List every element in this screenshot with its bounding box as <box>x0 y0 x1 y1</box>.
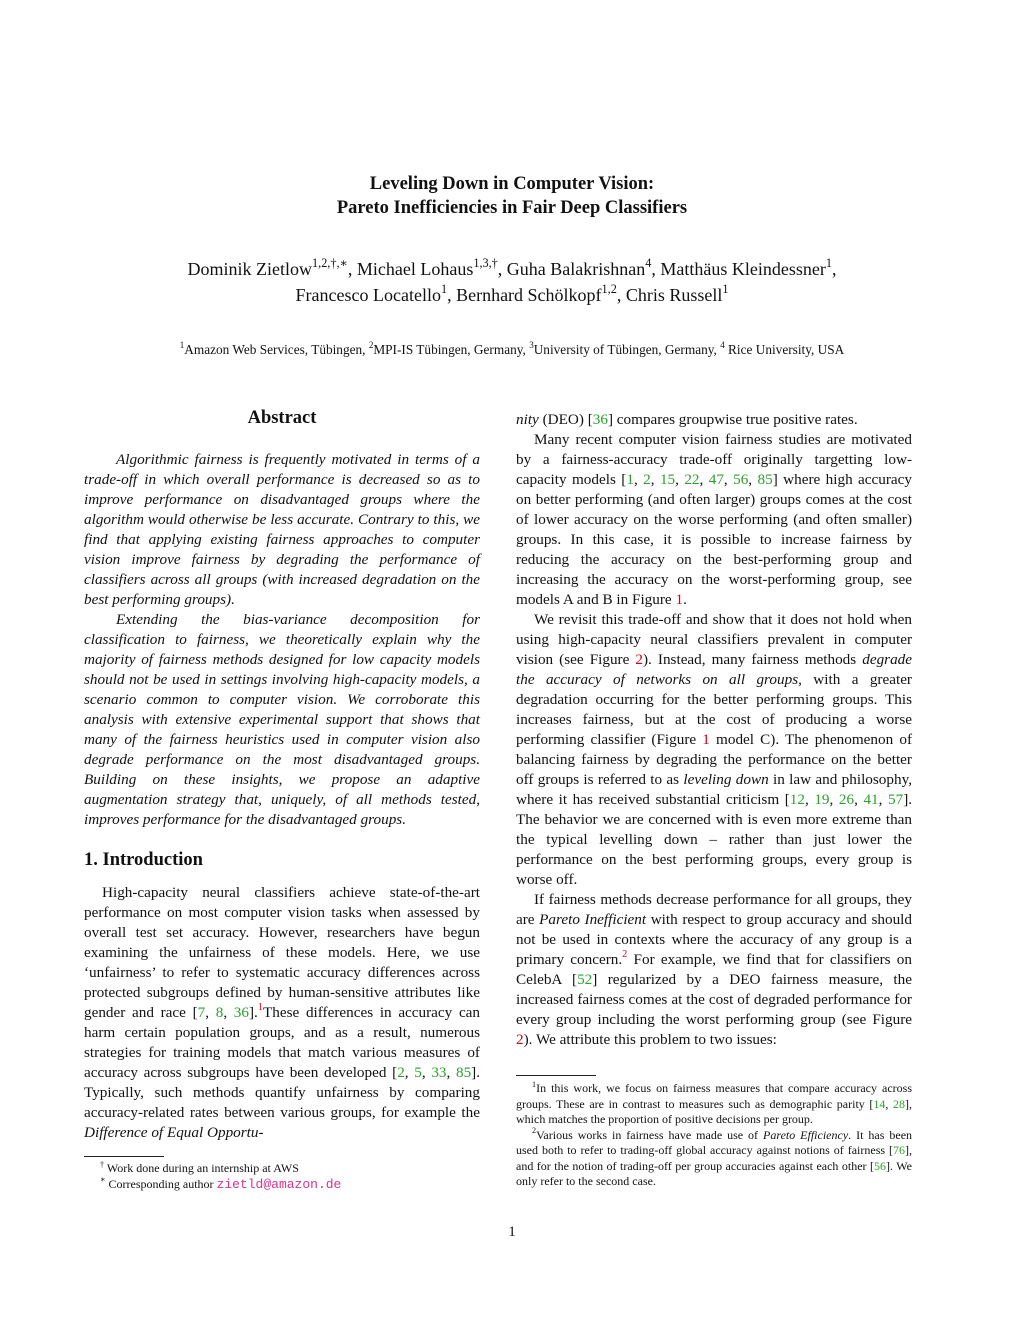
intro-paragraph: High-capacity neural classifiers achieve state-of-the-art performance on most computer vision tasks when assessed by overall test set accuracy. However, researchers have begun examining the unfairness of these models. Here, we use ‘unfairness’ to refer to systematic accuracy differences across protected subgroups defined by human-sensitive attributes like gender and race [7, 8, 36].$^1$These differences in accuracy can harm certain population groups, and as a result, numerous strategies for training models that match various measures of accuracy across subgroups have been developed [2, 5, 33, 85]. Typically, such methods quantify unfairness by comparing accuracy-related rates between various groups, for example the Difference of Equal Opportu- <box>84 884 481 1141</box>
citation-link[interactable]: 12 <box>789 791 805 808</box>
abstract-paragraph: Algorithmic fairness is frequently motivated in terms of a trade-off in which overall performance is decreased so as to improve performance on disadvantaged groups where the algorithm would otherwise be less accurate. Contrary to this, we find that applying existing fairness approaches to computer vision improve fairness by degrading the performance of classifiers across all groups (with increased degradation on the best performing groups). <box>84 451 480 608</box>
section-heading-introduction: 1. Introduction <box>84 850 203 870</box>
citation-link[interactable]: 36 <box>592 411 608 428</box>
author-affil-mark: 1 <box>825 256 832 271</box>
footnote: ∗ Corresponding author zietld@amazon.de <box>100 1175 342 1192</box>
abstract-body <box>84 450 480 830</box>
author-name: Francesco Locatello <box>295 285 441 305</box>
footnote: $^2$Various works in fairness have made use of Pareto Efficiency. It has been used both to refer to trading-off global accuracy against notions of fairness [76], and for the notion of trading-off per group accuracies against each other [56]. We only refer to the second case. <box>516 1126 913 1188</box>
author-name: Chris Russell <box>625 285 723 305</box>
title-line-2: Pareto Inefficiencies in Fair Deep Classifiers <box>336 198 688 218</box>
author-name: Dominik Zietlow <box>187 259 313 279</box>
page-number: 1 <box>508 1224 516 1240</box>
footnote: † Work done during an internship at AWS <box>100 1159 299 1175</box>
footnote-rule <box>84 1156 164 1157</box>
email-link[interactable]: zietld@amazon.de <box>216 1176 342 1192</box>
citation-link[interactable]: 41 <box>863 791 879 808</box>
author-name: Bernhard Schölkopf <box>456 285 602 305</box>
author-name: Matthäus Kleindessner <box>660 259 826 279</box>
citation-link[interactable]: 85 <box>455 1064 472 1081</box>
citation-link[interactable]: 33 <box>431 1064 447 1081</box>
author-list: Dominik Zietlow$^{1,2,\dagger,∗}$, Michael Lohaus$^{1,3,\dagger}$, Guha Balakrishnan$^4$, Matthäus Kleindessner$^1$, Francesco Locatello$^1$, Bernhard Schölkopf$^{1,2}$, Chris Russell$^1$ <box>187 256 837 305</box>
citation-link[interactable]: 36 <box>233 1004 249 1021</box>
footnote: $^1$In this work, we focus on fairness measures that compare accuracy across groups. These are in contrast to measures such as demographic parity [14, 28], which matches the proportion of positive decisions per group. <box>516 1079 912 1126</box>
citation-link[interactable]: 2 <box>643 471 651 488</box>
citation-link[interactable]: 14 <box>873 1096 886 1111</box>
affiliations: $^1$Amazon Web Services, Tübingen, $^2$MPI-IS Tübingen, Germany, $^3$University of Tübingen, Germany, $^4$ Rice University, USA <box>179 340 845 357</box>
footnotes-left <box>84 1161 480 1192</box>
citation-link[interactable]: 76 <box>893 1143 905 1157</box>
figure-link[interactable]: 2 <box>516 1031 524 1048</box>
citation-link[interactable]: 2 <box>397 1064 405 1081</box>
citation-link[interactable]: 8 <box>215 1004 224 1021</box>
author-affil-mark: 1,3,† <box>473 256 498 271</box>
citation-link[interactable]: 19 <box>814 791 830 808</box>
citation-link[interactable]: 22 <box>684 471 700 488</box>
citation-link[interactable]: 52 <box>577 971 593 988</box>
footnote-ref[interactable]: 2 <box>622 949 628 961</box>
footnote-ref[interactable]: 1 <box>257 1002 264 1014</box>
title-line-1: Leveling Down in Computer Vision: <box>369 174 655 194</box>
citation-link[interactable]: 15 <box>659 471 676 488</box>
citation-link[interactable]: 5 <box>414 1064 422 1081</box>
citation-link[interactable]: 7 <box>197 1004 206 1021</box>
citation-link[interactable]: 56 <box>874 1158 887 1173</box>
footnote-rule <box>516 1075 596 1076</box>
intro-paragraph: Many recent computer vision fairness studies are motivated by a fairness-accuracy trade-off originally targetting low-capacity models [1, 2, 15, 22, 47, 56, 85] where high accuracy on better performing (and often larger) groups comes at the cost of lower accuracy on the worse performing (and often smaller) groups. In this case, it is possible to increase fairness by reducing the accuracy on the best-performing group and increasing the accuracy on the worst-performing group, see models A and B in Figure 1. <box>516 431 913 608</box>
intro-paragraph: If fairness methods decrease performance for all groups, they are Pareto Inefficient with respect to group accuracy and should not be used in contexts where the accuracy of any group is a primary concern.$^2$ For example, we find that for classifiers on CelebA [52] regularized by a DEO fairness measure, the increased fairness comes at the cost of degraded performance for every group including the worst performing group (see Figure 2). We attribute this problem to two issues: <box>516 891 912 1048</box>
intro-paragraph: We revisit this trade-off and show that it does not hold when using high-capacity neural classifiers prevalent in computer vision (see Figure 2). Instead, many fairness methods degrade the accuracy of networks on all groups, with a greater degradation occurring for the better performing groups. This increases fairness, but at the cost of producing a worse performing classifier (Figure 1 model C). The phenomenon of balancing fairness by degrading the performance on the better off groups is referred to as leveling down in law and philosophy, where it has received substantial criticism [12, 19, 26, 41, 57]. The behavior we are concerned with is even more extreme than the typical levelling down – rather than just lower the performance on the best performing groups, every group is worse off. <box>516 611 913 888</box>
author-affil-mark: 1 <box>722 282 729 297</box>
figure-link[interactable]: 2 <box>635 651 643 668</box>
citation-link[interactable]: 57 <box>888 791 904 808</box>
author-name: Michael Lohaus <box>356 259 474 279</box>
citation-link[interactable]: 28 <box>893 1096 905 1111</box>
intro-body-left <box>84 883 480 1143</box>
author-affil-mark: 1,2 <box>601 282 617 297</box>
paper-title <box>0 172 1024 220</box>
citation-link[interactable]: 85 <box>757 471 773 488</box>
figure-link[interactable]: 1 <box>702 731 710 748</box>
author-affil-mark: 1 <box>440 282 448 297</box>
author-affil-mark: 4 <box>645 256 652 271</box>
footnotes-right <box>516 1081 912 1190</box>
author-affil-mark: 1,2,†,∗ <box>312 256 348 271</box>
figure-link[interactable]: 1 <box>675 591 684 608</box>
citation-link[interactable]: 1 <box>626 471 634 488</box>
author-name: Guha Balakrishnan <box>506 259 646 279</box>
intro-body-right <box>516 410 912 1050</box>
citation-link[interactable]: 56 <box>733 471 749 488</box>
abstract-paragraph: Extending the bias-variance decomposition for classification to fairness, we theoretically explain why the majority of fairness methods designed for low capacity models should not be used in settings involving high-capacity models, a scenario common to computer vision. We corroborate this analysis with extensive experimental support that shows that many of the fairness heuristics used in computer vision also degrade performance on the most disadvantaged groups. Building on these insights, we propose an adaptive augmentation strategy that, uniquely, of all methods tested, improves performance for the disadvantaged groups. <box>84 611 480 828</box>
intro-paragraph: nity (DEO) [36] compares groupwise true positive rates. <box>516 411 858 428</box>
citation-link[interactable]: 47 <box>708 471 724 488</box>
citation-link[interactable]: 26 <box>838 791 855 808</box>
abstract-heading: Abstract <box>247 408 317 428</box>
